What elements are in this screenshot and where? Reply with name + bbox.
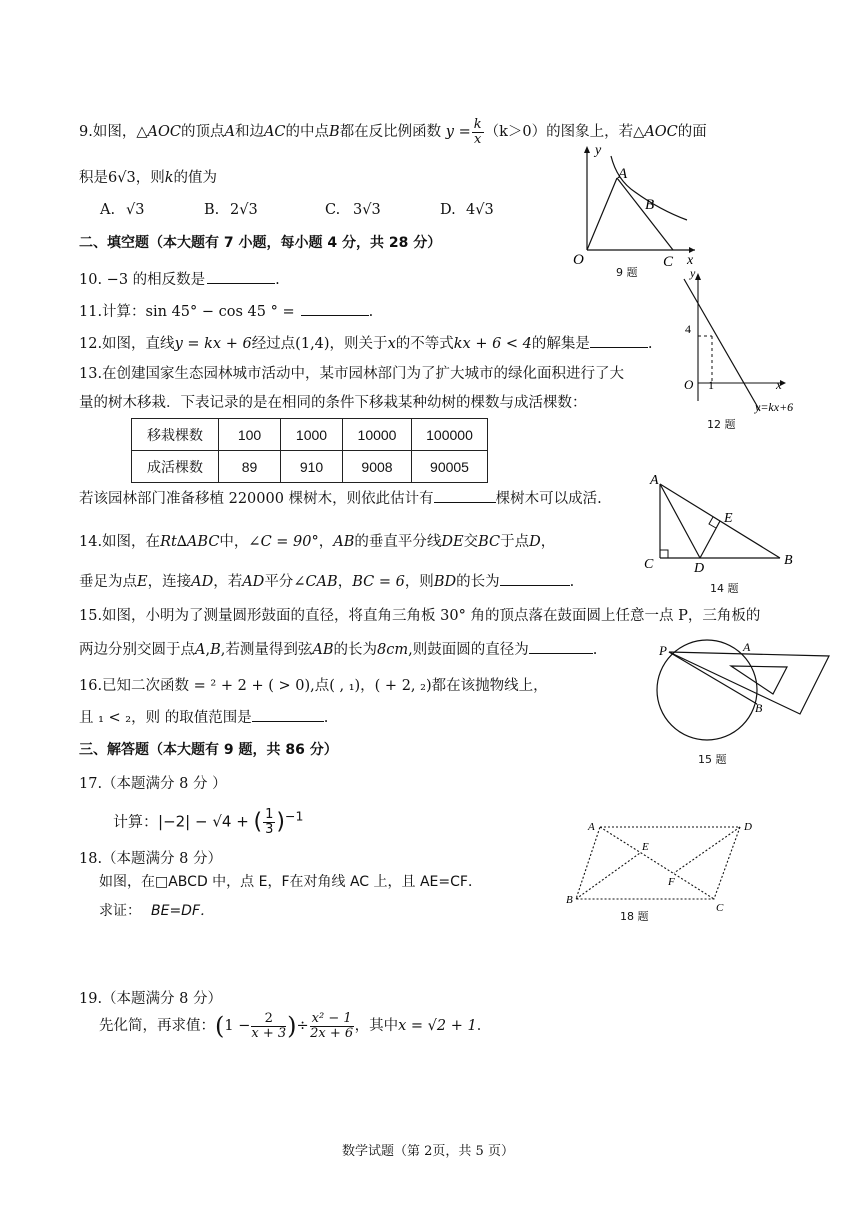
q9-function: y = <box>445 124 471 141</box>
q17-frac-num: 1 <box>265 807 274 822</box>
q14-text: 交 <box>463 534 479 550</box>
q10-answer-blank[interactable] <box>207 269 275 284</box>
segment-be <box>576 853 640 899</box>
q15-text: 的长为 <box>333 642 377 658</box>
q17-paren-close: ) <box>276 809 286 835</box>
q12-inequality: kx + 6 < 4 <box>453 336 532 352</box>
q12-text: 12.如图，直线 <box>79 336 175 352</box>
label-d: D <box>694 561 705 576</box>
q11-text: 11.计算：sin 45° − cos 45 ° = <box>79 304 295 320</box>
q11-answer-blank[interactable] <box>301 301 369 316</box>
table-cell: 9008 <box>343 451 412 483</box>
q9-text: 积是 <box>79 170 108 186</box>
q13-answer-blank[interactable] <box>434 488 496 503</box>
q19-heading: 19.（本题满分 8 分） <box>79 991 223 1007</box>
figure-15 <box>655 638 835 748</box>
q14-period: . <box>569 574 575 590</box>
q9-option-c-value: 3√3 <box>353 202 381 218</box>
q15-line1: 15.如图，小明为了测量圆形鼓面的直径，将直角三角板 30° 角的顶点落在鼓面圆上任意一点 P，三角板的 <box>79 608 761 624</box>
label-x: x <box>776 377 782 392</box>
q14-var: AD <box>242 574 265 590</box>
q19-expression <box>99 1012 491 1040</box>
figure-12 <box>670 265 820 415</box>
q17-frac-den: 3 <box>265 821 274 837</box>
q12-period: . <box>647 336 653 352</box>
q17-expr: |−2| − √4 + <box>158 812 254 831</box>
q13-line2: 量的树木移栽．下表记录的是在相同的条件下移栽某种幼树的棵数与成活棵数： <box>79 395 587 411</box>
label-1: 1 <box>708 378 714 392</box>
q14-var: DE <box>441 534 464 550</box>
q15-text: 两边分别交圆于点 <box>79 642 195 658</box>
set-square-inner <box>731 666 787 694</box>
figure-14 <box>640 470 800 580</box>
segment-ac <box>617 178 673 250</box>
table-cell: 100 <box>219 419 281 451</box>
q14-text: ， <box>337 574 353 590</box>
label-c: C <box>644 557 654 572</box>
q9-var: A <box>224 124 235 141</box>
q19-fraction-2 <box>310 1012 354 1040</box>
table-cell: 成活棵数 <box>132 451 219 483</box>
q16-period: . <box>323 710 329 726</box>
label-a: A <box>743 640 751 654</box>
q14-text: 的长为 <box>456 574 500 590</box>
q14-text: 的垂直平分线 <box>354 534 442 550</box>
q19-frac1-num: 2 <box>251 1012 286 1027</box>
label-o: O <box>684 377 694 392</box>
q17-expression <box>113 808 303 836</box>
q9-text: 的面 <box>677 124 707 141</box>
q17-exponent: −1 <box>285 808 304 824</box>
figure-15-caption: 15 题 <box>698 753 727 766</box>
figure-9-caption: 9 题 <box>616 266 638 279</box>
q18-line1: 如图，在□ABCD 中，点 E，F在对角线 AC 上，且 AE=CF． <box>99 874 482 890</box>
label-p: P <box>659 643 667 658</box>
q14-text: 中， <box>219 534 249 550</box>
q9-text: 和边 <box>234 124 264 141</box>
q14-text: ， <box>318 534 334 550</box>
q19-paren-close: ) <box>287 1012 297 1041</box>
q14-text: 14.如图，在 <box>79 534 161 550</box>
q19-divide: ÷ <box>296 1018 309 1035</box>
q10-period: . <box>275 272 280 288</box>
label-o: O <box>573 252 584 268</box>
label-b: B <box>755 701 763 715</box>
q19-period: ． <box>476 1018 492 1035</box>
right-angle-c <box>660 550 668 558</box>
q16-line2 <box>79 706 328 727</box>
page-footer: 数学试题（第 2页，共 5 页） <box>342 1144 514 1159</box>
q15-var: B <box>210 642 221 658</box>
q15-period: . <box>592 642 598 658</box>
q18-heading: 18.（本题满分 8 分） <box>79 851 223 867</box>
label-b: B <box>784 553 793 568</box>
q9-text: 9.如图，△ <box>79 124 148 141</box>
segment-ad <box>660 484 700 558</box>
label-a: A <box>650 473 659 488</box>
line-y-kx6 <box>684 279 760 411</box>
q14-var: Rt∆ABC <box>160 534 220 550</box>
q12 <box>79 332 653 353</box>
q17-paren-open: ( <box>253 809 263 835</box>
q9-text: 的顶点 <box>180 124 225 141</box>
q19-frac2-num: x² − 1 <box>311 1011 352 1026</box>
q9-option-a-label: A. <box>100 202 116 218</box>
q14-text: ， <box>540 534 556 550</box>
table-row <box>132 419 488 451</box>
q13-text: 棵树木可以成活. <box>495 491 602 507</box>
label-f: F <box>668 876 675 888</box>
q16-answer-blank[interactable] <box>252 707 324 722</box>
q18-claim: BE=DF． <box>151 903 215 919</box>
q17-fraction <box>263 808 275 836</box>
q12-text: 的不等式 <box>395 336 454 352</box>
figure-14-caption: 14 题 <box>710 582 739 595</box>
right-angle-e <box>709 517 716 528</box>
q13-text: 若该园林部门准备移植 220000 棵树木，则依此估计有 <box>79 491 434 507</box>
q19-frac2-den: 2x + 6 <box>310 1025 354 1041</box>
q14-text: ，则 <box>404 574 434 590</box>
q14-var: BC = 6 <box>352 574 405 590</box>
q9-frac-den: x <box>474 131 482 147</box>
q12-text: 的解集是 <box>531 336 590 352</box>
q9-option-d-value: 4√3 <box>466 202 494 218</box>
q19-fraction-1 <box>251 1012 286 1040</box>
drum-circle <box>657 640 757 740</box>
q12-var: x <box>387 336 396 352</box>
q9-var: AOC <box>147 124 181 141</box>
q10 <box>79 268 280 289</box>
table-cell: 移栽棵数 <box>132 419 219 451</box>
diagonal-ac <box>600 827 714 899</box>
set-square-outer <box>669 652 829 714</box>
label-a: A <box>588 821 595 833</box>
label-c: C <box>716 902 724 914</box>
table-cell: 89 <box>219 451 281 483</box>
q15-answer-blank[interactable] <box>529 639 593 654</box>
q14-text: ，连接 <box>147 574 192 590</box>
q9-text: ，则 <box>135 170 165 186</box>
y-axis-arrow <box>695 273 701 280</box>
q18-line2 <box>99 900 214 920</box>
q9-option-a-value: √3 <box>126 202 145 218</box>
q9-text: 的值为 <box>173 170 217 186</box>
segment-oa <box>587 178 617 250</box>
q9-option-d-label: D. <box>440 202 456 218</box>
q12-text: 经过点(1,4)，则关于 <box>251 336 388 352</box>
q19-one: 1 − <box>224 1018 251 1035</box>
q9-line2 <box>79 166 217 187</box>
label-y: y <box>595 143 602 158</box>
q15-text: , <box>205 642 211 658</box>
label-a: A <box>618 166 628 182</box>
q15-text: ,则鼓面圆的直径为 <box>408 642 529 658</box>
q14-line2 <box>79 570 574 591</box>
label-y: y <box>690 266 696 280</box>
figure-18 <box>562 815 762 925</box>
segment-de <box>700 521 720 558</box>
q16-line1: 16.已知二次函数 = ² + 2 + ( > 0),点( , ₁)，( + 2, ₂)都在该抛物线上， <box>79 678 548 694</box>
q14-text: 垂足为点 <box>79 574 137 590</box>
section-3-heading: 三、解答题（本大题有 9 题，共 86 分） <box>79 742 338 758</box>
q9-text: 的中点 <box>285 124 330 141</box>
q16-text: 且 ₁ < ₂，则 的取值范围是 <box>79 710 252 726</box>
q14-var: E <box>137 574 148 590</box>
table-cell: 910 <box>281 451 343 483</box>
segment-df <box>674 827 740 873</box>
q17-text: 计算： <box>113 812 159 831</box>
figure-12-caption: 12 题 <box>707 418 736 431</box>
q19-x-value: x = √2 + 1 <box>398 1018 477 1035</box>
label-b: B <box>645 197 655 213</box>
q15-line2 <box>79 638 597 659</box>
q11-period: . <box>368 304 374 320</box>
section-2-heading: 二、填空题（本大题有 7 小题，每小题 4 分，共 28 分） <box>79 235 442 251</box>
q13-line3 <box>79 487 602 508</box>
q9-text: （k＞0）的图象上，若△ <box>484 124 645 141</box>
q14-line1 <box>79 530 555 551</box>
q14-var: D <box>529 534 541 550</box>
q9-fraction <box>472 118 484 146</box>
q17-heading: 17.（本题满分 8 分 ） <box>79 776 227 792</box>
label-line: y=kx+6 <box>755 400 794 414</box>
q14-var: AB <box>333 534 355 550</box>
q14-var: BC <box>478 534 501 550</box>
table-row <box>132 451 488 483</box>
table-cell: 100000 <box>412 419 488 451</box>
label-4: 4 <box>685 322 691 336</box>
q14-var: ∠CAB <box>293 574 338 590</box>
figure-18-caption: 18 题 <box>620 910 649 923</box>
table-cell: 1000 <box>281 419 343 451</box>
q18-text: 求证： <box>99 903 141 919</box>
set-square-edge <box>669 652 757 704</box>
q11 <box>79 300 373 321</box>
q14-answer-blank[interactable] <box>500 571 570 586</box>
q15-length: 8cm <box>377 642 409 658</box>
q14-var: BD <box>433 574 457 590</box>
q9-option-b-value: 2√3 <box>230 202 258 218</box>
label-c: C <box>663 254 674 270</box>
q9-var: k <box>164 170 174 186</box>
q15-text: ,若测量得到弦 <box>220 642 313 658</box>
y-axis-arrow <box>584 146 590 153</box>
q14-var: AD <box>191 574 214 590</box>
q19-paren-open: ( <box>215 1012 225 1041</box>
q14-angle: ∠C = 90° <box>248 534 319 550</box>
q13-line1: 13.在创建国家生态园林城市活动中，某市园林部门为了扩大城市的绿化面积进行了大 <box>79 366 625 382</box>
q9-var: B <box>329 124 340 141</box>
q15-var: A <box>195 642 206 658</box>
q9-text: 都在反比例函数 <box>339 124 442 141</box>
q14-text: 于点 <box>500 534 530 550</box>
label-b: B <box>566 894 573 906</box>
q15-var: AB <box>312 642 334 658</box>
q10-text: 10. −3 的相反数是 <box>79 272 206 288</box>
table-cell: 10000 <box>343 419 412 451</box>
q9-area: 6√3 <box>108 170 136 186</box>
label-d: D <box>744 821 752 833</box>
label-e: E <box>724 511 733 526</box>
q12-answer-blank[interactable] <box>590 333 648 348</box>
table-cell: 90005 <box>412 451 488 483</box>
q9-var: AOC <box>644 124 678 141</box>
q14-text: 平分 <box>264 574 294 590</box>
q19-text: 先化简，再求值： <box>99 1018 215 1035</box>
q9-frac-num: k <box>473 117 482 132</box>
label-x: x <box>687 253 694 268</box>
q19-text: ，其中 <box>354 1018 399 1035</box>
label-e: E <box>642 841 649 853</box>
q9-var: AC <box>263 124 286 141</box>
q19-frac1-den: x + 3 <box>251 1025 287 1041</box>
q13-table <box>131 418 488 483</box>
q12-line-equation: y = kx + 6 <box>174 336 252 352</box>
q9-option-b-label: B. <box>204 202 220 218</box>
q9-option-c-label: C. <box>325 202 341 218</box>
q14-text: ，若 <box>213 574 243 590</box>
